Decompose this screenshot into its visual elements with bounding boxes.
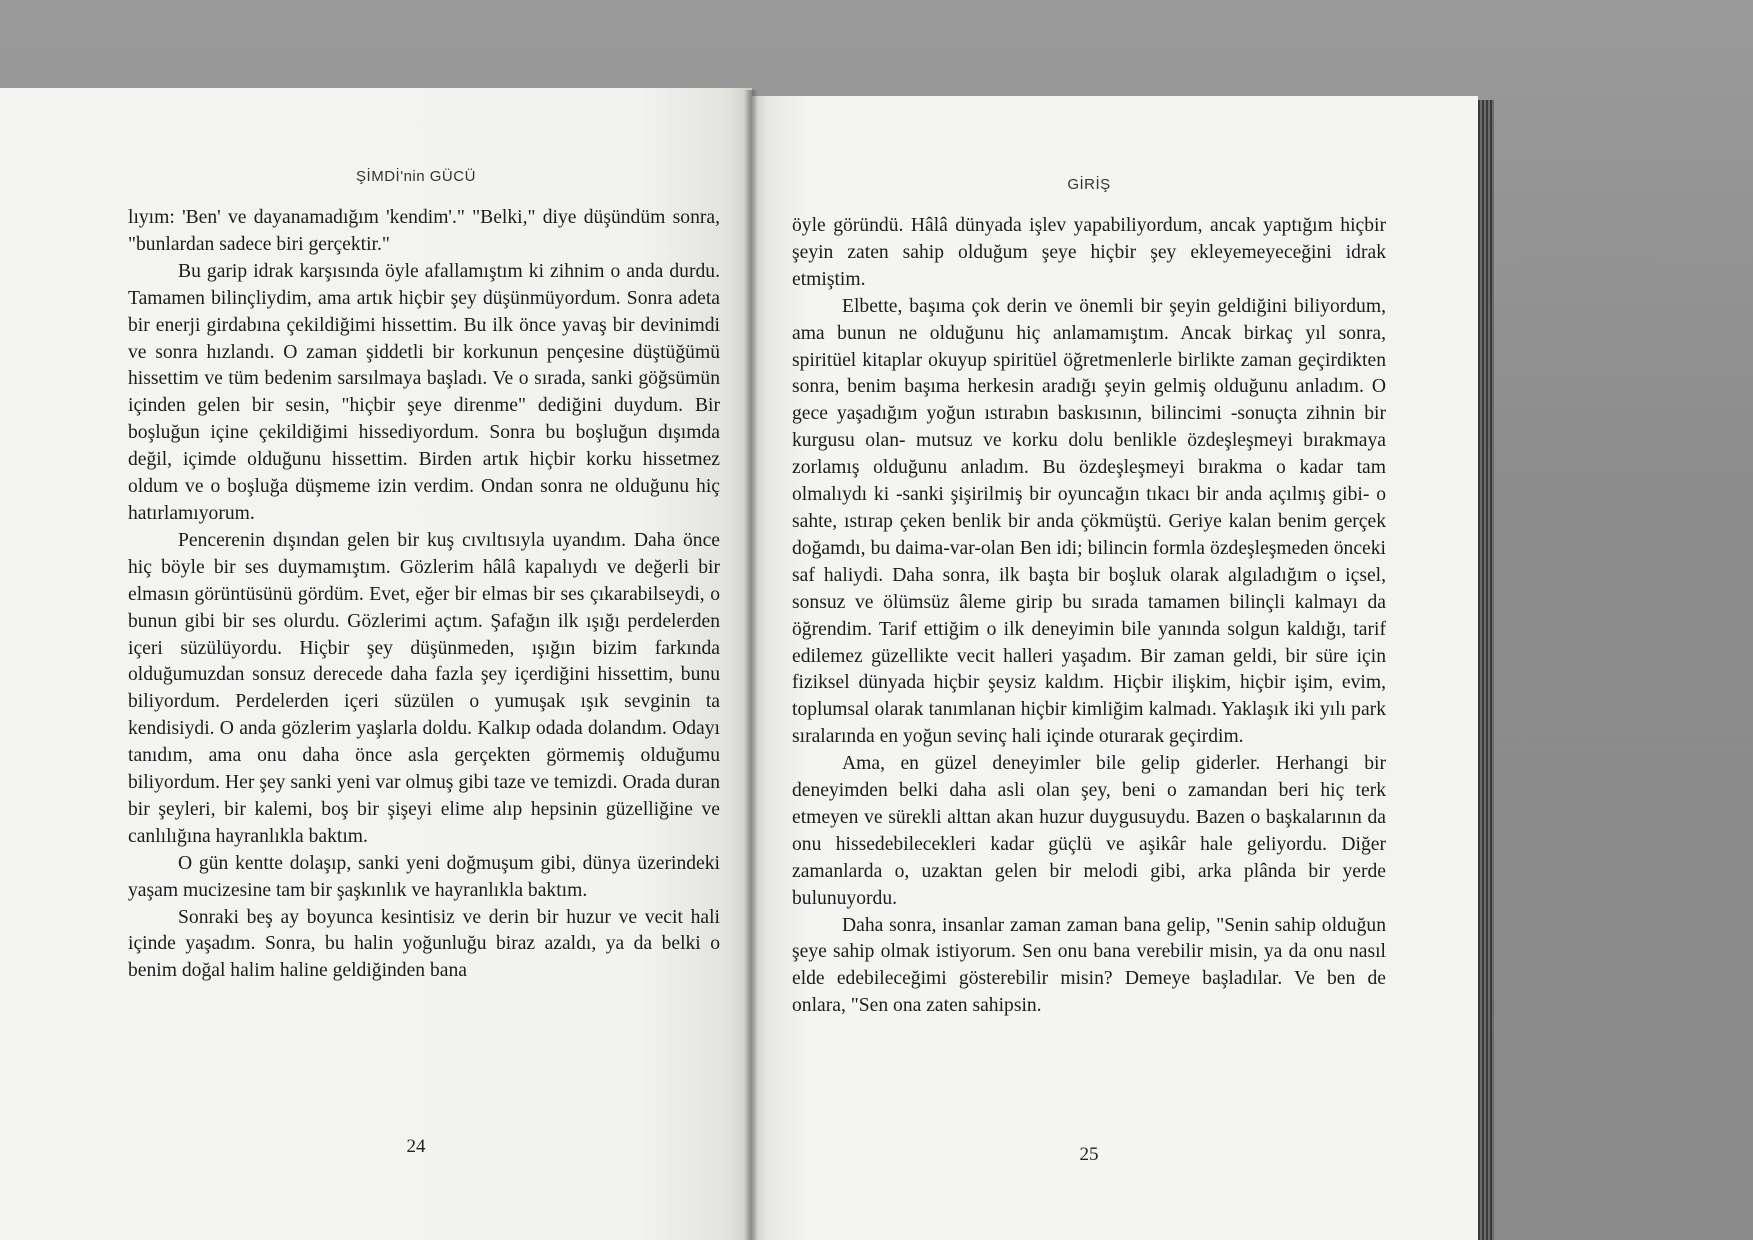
paragraph: Bu garip idrak karşısında öyle afallamıştım ki zihnim o anda durdu. Tamamen bilinçliydim, ama artık hiçbir şey düşünmüyordum. Sonra adeta bir enerji girdabına çekildiğimi hissettim. Bu ilk önce yavaş bir devinimdi ve sonra hızlandı. O zaman şiddetli bir korkunun pençesine düştüğümü hissettim ve tüm bedenim sarsılmaya başladı. Ve o sırada, sanki göğsümün içinden gelen bir sesin, "hiçbir şeye direnme" dediğini duydum. Bir boşluğun içine çekildiğimi hissediyordum. Sonra bu boşluğun dışımda değil, içimde olduğunu hissettim. Birden artık hiçbir korku hissetmez oldum ve o boşluğa düşmeme izin verdim. Ondan sonra ne olduğunu hiç hatırlamıyorum. <box>128 260 720 524</box>
paragraph: Elbette, başıma çok derin ve önemli bir şeyin geldiğini biliyordum, ama bunun ne olduğunu hiç anlamamıştım. Ancak birkaç yıl sonra, spiritüel kitaplar okuyup spiritüel öğretmenlerle birlikte zaman geçirdikten sonra, benim başıma herkesin aradığı şeyin gelmiş olduğunu anladım. O gece yaşadığım yoğun ıstırabın baskısının, bilincimi -sonuçta zihnin bir kurgusu olan- mutsuz ve korku dolu benlikle özdeşleşmeyi bırakmaya zorlamış olduğunu anladım. Bu özdeşleşmeyi bırakma o kadar tam olmalıydı ki -sanki şişirilmiş bir oyuncağın tıkacı bir anda açılmış gibi- o sahte, ıstırap çeken benlik bir anda çökmüştü. Geriye kalan benim gerçek doğamdı, bu daima-var-olan Ben idi; bilincin formla özdeşleşmeden önceki saf haliydi. Daha sonra, ilk başta bir boşluk olarak algıladığım o içsel, sonsuz ve ölümsüz âleme girip bu sırada tamamen bilinçli kalmayı da öğrendim. Tarif ettiğim o ilk deneyimin bile yanında solgun kaldığı, tarif edilemez güzellikte vecit halleri yaşadım. Bir zaman geldi, bir süre için fiziksel dünyada hiçbir şeysiz kaldım. Hiçbir ilişkim, hiçbir işim, evim, toplumsal olarak tanımlanan hiçbir kimliğim kalmadı. Yaklaşık iki yılı park sıralarında en yoğun sevinç hali içinde oturarak geçirdim. <box>792 295 1386 748</box>
running-head: ŞİMDİ'nin GÜCÜ <box>356 168 476 185</box>
paragraph: Sonraki beş ay boyunca kesintisiz ve derin bir huzur ve vecit hali içinde yaşadım. Sonra, bu halin yoğunluğu biraz azaldı, ya da belki o benim doğal halim haline geldiğinden bana <box>128 906 720 982</box>
left-page <box>0 88 752 1240</box>
paragraph: öyle göründü. Hâlâ dünyada işlev yapabiliyordum, ancak yaptığım hiçbir şeyin zaten sahip olduğum şeye hiçbir şey ekleyemeyeceğini idrak etmiştim. <box>792 215 1386 290</box>
page-number: 25 <box>1079 1144 1099 1165</box>
right-page <box>752 96 1478 1240</box>
book-gutter <box>744 90 758 1240</box>
page-number: 24 <box>406 1136 426 1157</box>
page-text <box>128 205 720 985</box>
paragraph: Pencerenin dışından gelen bir kuş cıvıltısıyla uyandım. Daha önce hiç böyle bir ses duymamıştım. Gözlerim hâlâ kapalıydı ve değerli bir elmasın görüntüsünü gördüm. Evet, eğer bir elmas bir ses çıkarabilseydi, o bunun gibi bir ses olurdu. Gözlerimi açtım. Şafağın ilk ışığı perdelerden içeri süzülüyordu. Hiçbir şey düşünmeden, ışığın bizim farkında olduğumuzdan sonsuz derecede daha fazla şey içerdiğini hissettim, bunu biliyordum. Perdelerden içeri süzülen o yumuşak ışık sevginin ta kendisiydi. O anda gözlerim yaşlarla doldu. Kalkıp odada dolandım. Odayı tanıdım, ama onu daha önce asla gerçekten görmemiş olduğumu biliyordum. Her şey sanki yeni var olmuş gibi taze ve temizdi. Orada duran bir şeyleri, bir kalemi, boş bir şişeyi elime alıp hepsinin güzelliğine ve canlılığına hayranlıkla baktım. <box>128 529 720 847</box>
page-edges <box>1478 100 1494 1240</box>
paragraph: lıyım: 'Ben' ve dayanamadığım 'kendim'." "Belki," diye düşündüm sonra, "bunlardan sadece biri gerçektir." <box>128 207 720 255</box>
paragraph: O gün kentte dolaşıp, sanki yeni doğmuşum gibi, dünya üzerindeki yaşam mucizesine tam bir şaşkınlık ve hayranlıkla baktım. <box>128 852 720 901</box>
paragraph: Ama, en güzel deneyimler bile gelip giderler. Herhangi bir deneyimden belki daha asli olan şey, beni o zamandan beri hiç terk etmeyen ve sürekli alttan akan huzur duygusuydu. Bazen o başkalarının da onu hissedebilecekleri kadar güçlü ve aşikâr hale geliyordu. Diğer zamanlarda o, uzaktan gelen bir melodi gibi, arka plânda bir yerde bulunuyordu. <box>792 753 1386 909</box>
page-text <box>792 213 1386 1020</box>
running-head: GİRİŞ <box>1067 176 1111 193</box>
paragraph: Daha sonra, insanlar zaman zaman bana gelip, "Senin sahip olduğun şeye sahip olmak istiyorum. Sen onu bana verebilir misin, ya da onu nasıl elde edebileceğimi gösterebilir misin? Demeye başladılar. Ve ben de onlara, "Sen ona zaten sahipsin. <box>792 914 1386 1017</box>
